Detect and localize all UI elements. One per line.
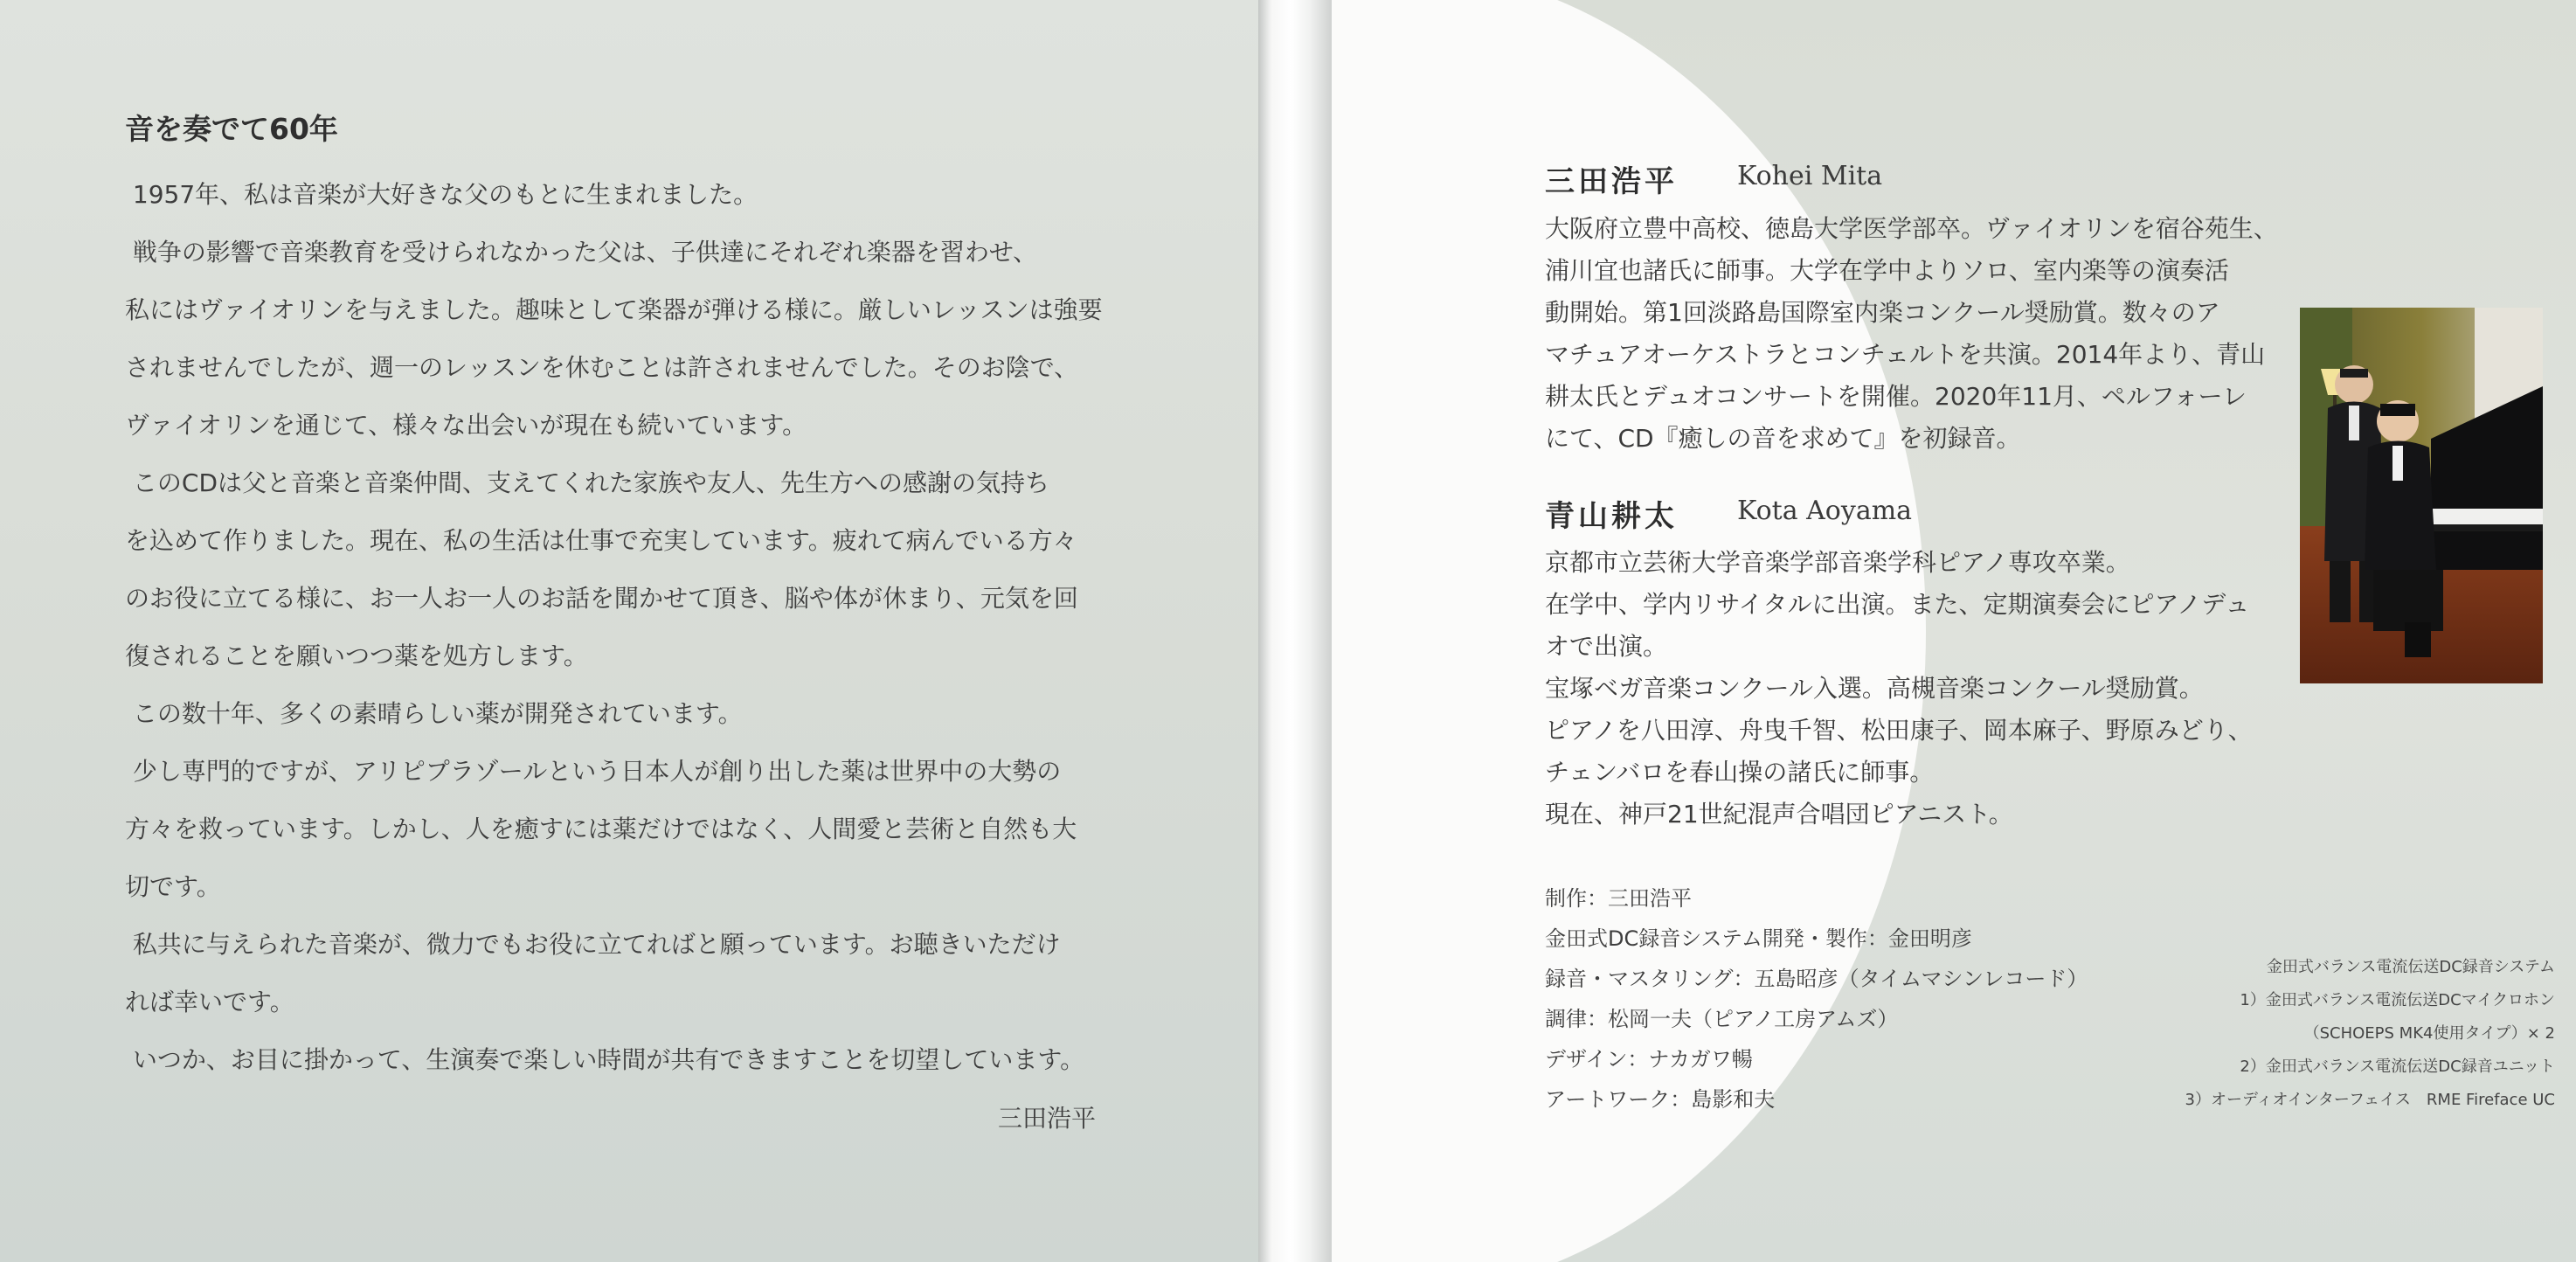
credit-line: デザイン：ナカガワ暢 xyxy=(1545,1047,1753,1071)
performer-name-ja: 三田浩平 xyxy=(1545,164,1678,199)
bio-line: 耕太氏とデュオコンサートを開催。2020年11月、ペルフォーレ xyxy=(1545,382,2247,411)
performer-bio xyxy=(1545,208,2279,460)
bio-line: 在学中、学内リサイタルに出演。また、定期演奏会にピアノデュ xyxy=(1545,590,2250,619)
bio-line: 大阪府立豊中高校、徳島大学医学部卒。ヴァイオリンを宿谷苑生、 xyxy=(1545,214,2278,243)
bio-line: マチュアオーケストラとコンチェルトを共演。2014年より、青山 xyxy=(1545,340,2266,369)
equipment-line: （SCHOEPS MK4使用タイプ）× 2 xyxy=(2303,1024,2555,1043)
performers-photo-illustration xyxy=(2300,308,2543,683)
bio-line: にて、CD『癒しの音を求めて』を初録音。 xyxy=(1545,424,2021,453)
essay-line: 戦争の影響で音楽教育を受けられなかった父は、子供達にそれぞれ楽器を習わせ、 xyxy=(125,238,1038,267)
essay-line: ヴァイオリンを通じて、様々な出会いが現在も続いています。 xyxy=(125,411,807,440)
essay-title: 音を奏でて60年 xyxy=(125,112,338,146)
equipment-line: 2）金田式バランス電流伝送DC録音ユニット xyxy=(2240,1057,2555,1076)
credit-line: 調律：松岡一夫（ピアノ工房アムズ） xyxy=(1545,1007,1899,1031)
bio-line: チェンバロを春山操の諸氏に師事。 xyxy=(1545,758,1935,787)
equipment-line: 3）オーディオインターフェイス RME Fireface UC xyxy=(2185,1091,2555,1109)
essay-line: 復されることを願いつつ薬を処方します。 xyxy=(125,641,588,670)
performer-name-en: Kohei Mita xyxy=(1737,161,1883,191)
essay-line: 私にはヴァイオリンを与えました。趣味として楽器が弾ける様に。厳しいレッスンは強要 xyxy=(125,295,1103,324)
performer-name-en: Kota Aoyama xyxy=(1737,496,1913,526)
essay-body xyxy=(125,166,1139,1089)
bio-line: 現在、神戸21世紀混声合唱団ピアニスト。 xyxy=(1545,800,2013,829)
essay-line: を込めて作りました。現在、私の生活は仕事で充実しています。疲れて病んでいる方々 xyxy=(125,526,1077,555)
credits-list xyxy=(1545,878,2088,1120)
essay-line: 方々を救っています。しかし、人を癒すには薬だけではなく、人間愛と芸術と自然も大 xyxy=(125,815,1077,843)
performer-name-ja: 青山耕太 xyxy=(1545,499,1678,534)
credit-line: 制作：三田浩平 xyxy=(1545,886,1692,911)
bio-line: 動開始。第1回淡路島国際室内楽コンクール奨励賞。数々のア xyxy=(1545,298,2220,327)
essay-line: このCDは父と音楽と音楽仲間、支えてくれた家族や友人、先生方への感謝の気持ち xyxy=(125,468,1050,497)
bio-line: 宝塚ベガ音楽コンクール入選。高槻音楽コンクール奨励賞。 xyxy=(1545,674,2204,703)
right-page xyxy=(1332,0,2576,1262)
credit-line: 金田式DC録音システム開発・製作：金田明彦 xyxy=(1545,926,1972,951)
credit-line: アートワーク：島影和夫 xyxy=(1545,1087,1776,1112)
essay-line: されませんでしたが、週一のレッスンを休むことは許されませんでした。そのお陰で、 xyxy=(125,353,1079,382)
left-page xyxy=(0,0,1258,1262)
equipment-line: 1）金田式バランス電流伝送DCマイクロホン xyxy=(2240,991,2555,1009)
booklet-spine xyxy=(1258,0,1332,1262)
credit-line: 録音・マスタリング：五島昭彦（タイムマシンレコード） xyxy=(1545,967,2088,991)
bio-line: ピアノを八田淳、舟曳千智、松田康子、岡本麻子、野原みどり、 xyxy=(1545,716,2253,745)
bio-line: オで出演。 xyxy=(1545,632,1668,661)
essay-line: この数十年、多くの素晴らしい薬が開発されています。 xyxy=(125,699,743,728)
essay-line: れば幸いです。 xyxy=(125,988,294,1016)
equipment-line: 金田式バランス電流伝送DC録音システム xyxy=(2266,958,2555,976)
performer-bio xyxy=(1545,542,2279,836)
essay-signature: 三田浩平 xyxy=(998,1104,1097,1133)
essay-line: いつか、お目に掛かって、生演奏で楽しい時間が共有できますことを切望しています。 xyxy=(125,1045,1085,1074)
bio-line: 浦川宜也諸氏に師事。大学在学中よりソロ、室内楽等の演奏活 xyxy=(1545,256,2229,285)
essay-line: のお役に立てる様に、お一人お一人のお話を聞かせて頂き、脳や体が休まり、元気を回 xyxy=(125,584,1078,613)
bio-line: 京都市立芸術大学音楽学部音楽学科ピアノ専攻卒業。 xyxy=(1545,548,2130,577)
equipment-list xyxy=(2185,951,2555,1117)
essay-line: 少し専門的ですが、アリピプラゾールという日本人が創り出した薬は世界中の大勢の xyxy=(125,757,1062,786)
essay-line: 私共に与えられた音楽が、微力でもお役に立てればと願っています。お聴きいただけ xyxy=(125,930,1061,959)
essay-line: 切です。 xyxy=(125,872,221,901)
essay-line: 1957年、私は音楽が大好きな父のもとに生まれました。 xyxy=(125,180,758,209)
performers-photo xyxy=(2300,308,2543,683)
